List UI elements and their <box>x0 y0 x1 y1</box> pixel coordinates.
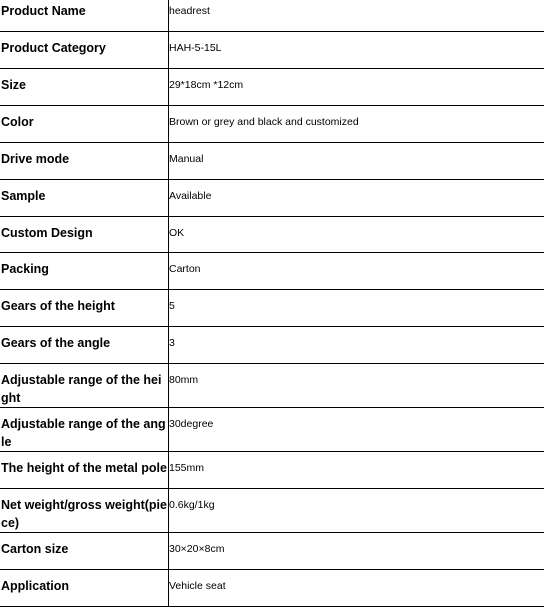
spec-value: headrest <box>169 0 544 32</box>
spec-label: Application <box>0 570 169 607</box>
spec-row-color <box>0 106 544 143</box>
spec-value: OK <box>169 217 544 253</box>
spec-label: Gears of the height <box>0 290 169 327</box>
spec-value: 5 <box>169 290 544 327</box>
spec-value: Vehicle seat <box>169 570 544 607</box>
spec-label: Size <box>0 69 169 106</box>
spec-value: Available <box>169 180 544 217</box>
spec-row-adjustable-angle <box>0 408 544 452</box>
spec-label: Adjustable range of the height <box>0 364 169 408</box>
spec-row-weight <box>0 489 544 533</box>
spec-row-gears-height <box>0 290 544 327</box>
spec-value: 30degree <box>169 408 544 452</box>
spec-label: Carton size <box>0 533 169 570</box>
spec-row-metal-pole-height <box>0 452 544 489</box>
spec-value: 80mm <box>169 364 544 408</box>
spec-value: HAH-5-15L <box>169 32 544 69</box>
spec-label: Net weight/gross weight(piece) <box>0 489 169 533</box>
spec-label: Gears of the angle <box>0 327 169 364</box>
spec-row-sample <box>0 180 544 217</box>
spec-value: 155mm <box>169 452 544 489</box>
spec-value: 3 <box>169 327 544 364</box>
spec-row-packing <box>0 253 544 290</box>
spec-row-application <box>0 570 544 607</box>
spec-value: Manual <box>169 143 544 180</box>
spec-row-product-name <box>0 0 544 32</box>
spec-value: Carton <box>169 253 544 290</box>
spec-value: 29*18cm *12cm <box>169 69 544 106</box>
spec-label: Custom Design <box>0 217 169 253</box>
spec-value: 30×20×8cm <box>169 533 544 570</box>
spec-label: Adjustable range of the angle <box>0 408 169 452</box>
spec-label: Product Name <box>0 0 169 32</box>
spec-row-carton-size <box>0 533 544 570</box>
spec-value: 0.6kg/1kg <box>169 489 544 533</box>
spec-label: Packing <box>0 253 169 290</box>
spec-label: Drive mode <box>0 143 169 180</box>
spec-label: Sample <box>0 180 169 217</box>
spec-row-drive-mode <box>0 143 544 180</box>
spec-label: Product Category <box>0 32 169 69</box>
spec-row-size <box>0 69 544 106</box>
spec-row-product-category <box>0 32 544 69</box>
spec-label: Color <box>0 106 169 143</box>
spec-row-adjustable-height <box>0 364 544 408</box>
spec-row-gears-angle <box>0 327 544 364</box>
spec-value: Brown or grey and black and customized <box>169 106 544 143</box>
spec-row-custom-design <box>0 217 544 253</box>
spec-label: The height of the metal pole <box>0 452 169 489</box>
